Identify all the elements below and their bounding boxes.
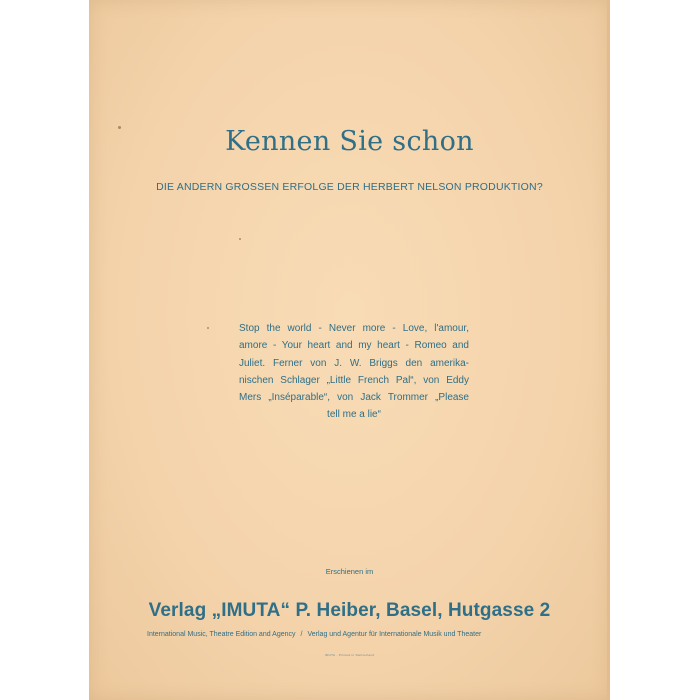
paragraph-line: Stop the world - Never more - Love, l'amour, xyxy=(239,323,469,334)
paragraph-line: Mers „Inséparable“, von Jack Trommer „Please xyxy=(239,392,469,404)
publisher-tagline xyxy=(147,631,577,638)
publisher-tagline-english: International Music, Theatre Edition and Agency xyxy=(147,631,296,638)
paragraph-line: Juliet. Ferner von J. W. Briggs den amerika- xyxy=(239,357,469,369)
publisher-name: Verlag „IMUTA“ P. Heiber, Basel, Hutgasse 2 xyxy=(148,600,551,621)
sheet-music-back-cover xyxy=(89,0,610,700)
published-by-label: Erschienen im xyxy=(325,567,374,576)
paper-speck xyxy=(239,238,241,240)
paper-edge xyxy=(607,0,610,700)
paper-speck xyxy=(207,327,209,329)
page-subtitle: DIE ANDERN GROSSEN ERFOLGE DER HERBERT NELSON PRODUKTION? xyxy=(156,181,543,193)
song-list-paragraph xyxy=(239,320,469,424)
print-code: IMUTA · Printed in Switzerland xyxy=(324,653,375,657)
publisher-tagline-german: Verlag und Agentur für Internationale Musik und Theater xyxy=(307,631,482,638)
paragraph-line: amore - Your heart and my heart - Romeo and xyxy=(239,340,469,352)
paragraph-line: tell me a lie“ xyxy=(327,409,381,421)
tagline-separator: / xyxy=(300,631,303,638)
page-title: Kennen Sie schon xyxy=(225,126,474,157)
paragraph-line: nischen Schlager „Little French Pal“, von Eddy xyxy=(239,374,469,386)
